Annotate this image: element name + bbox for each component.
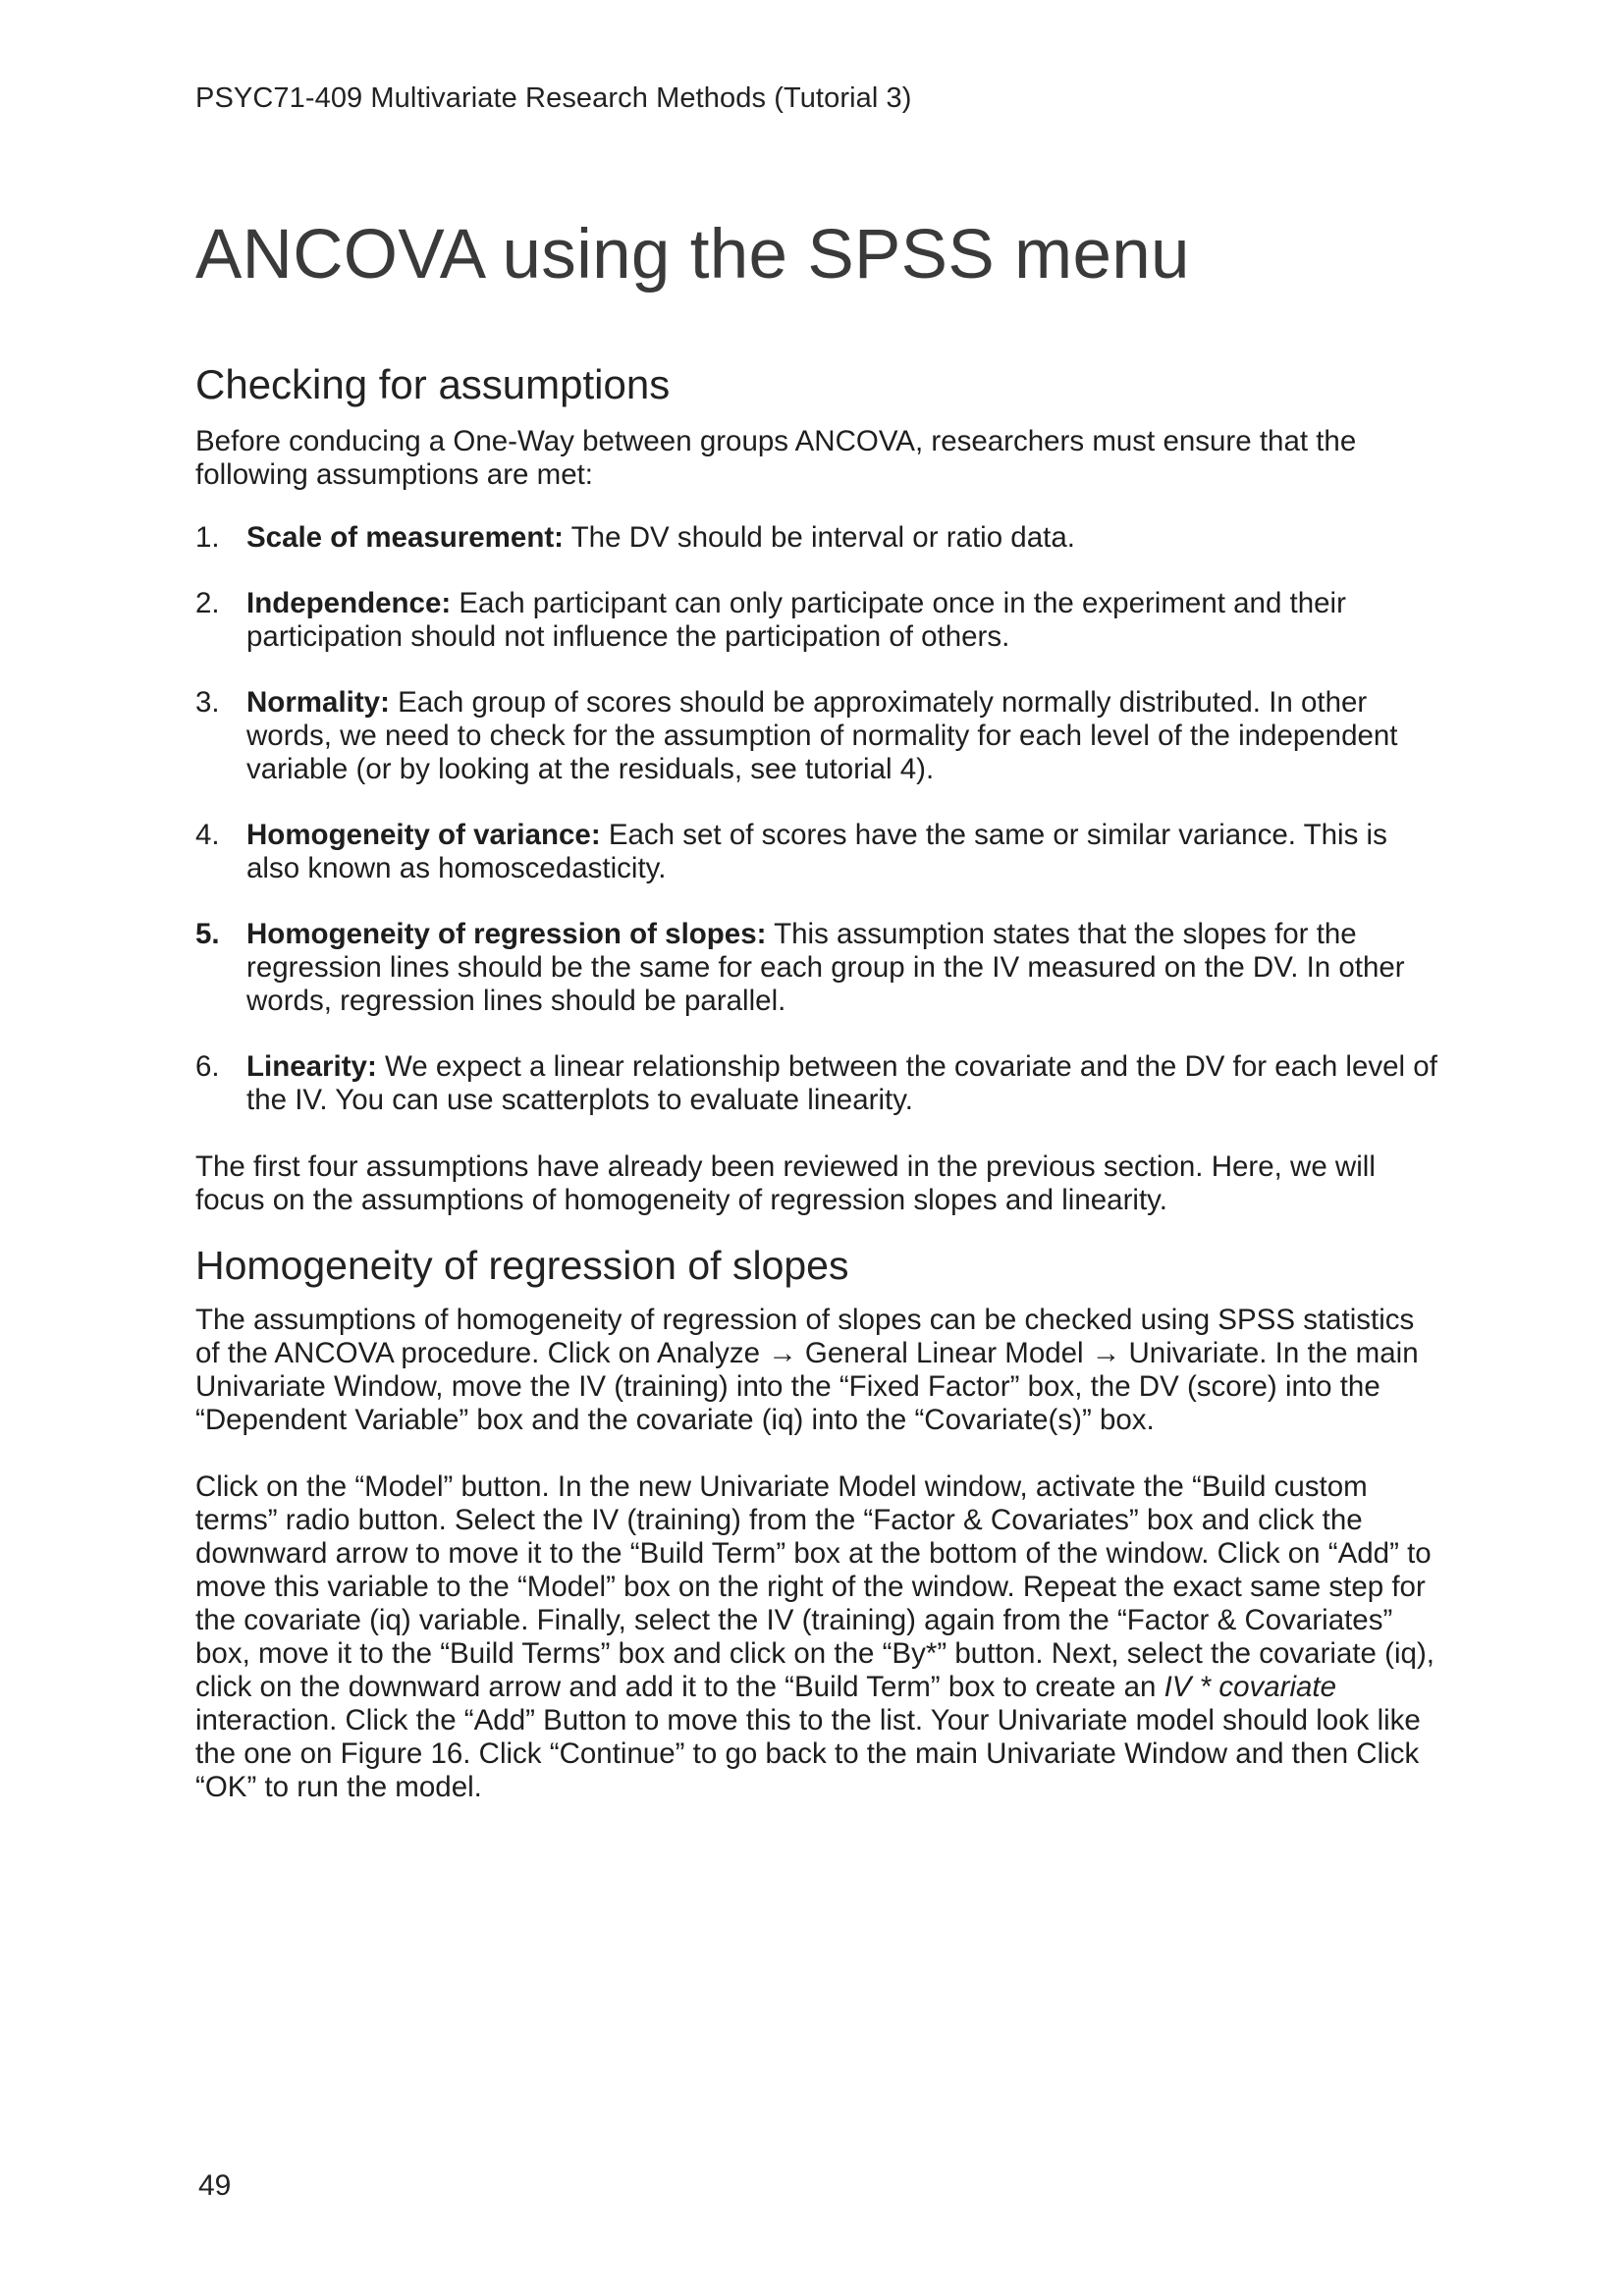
- section-heading-slopes: Homogeneity of regression of slopes: [195, 1243, 849, 1288]
- paragraph-text: Click on the “Model” button. In the new Univariate Model window, activate the “Build custom terms” radio button. Select the IV (training) from the “Factor & Covariates” box and click the downward arrow to move it to the “Build Term” box at the bottom of the window. Click on “Add” to move this variable to the “Model” box on the right of the window. Repeat the exact same step for the covariate (iq) variable. Finally, select the IV (training) again from the “Factor & Covariates” box, move it to the “Build Terms” box and click on the “By*” button. Next, select the covariate (iq), click on the downward arrow and add it to the “Build Term” box to create an: [195, 1470, 1434, 1703]
- page-number: 49: [198, 2169, 232, 2202]
- slopes-paragraph-2: [195, 1470, 1442, 1804]
- list-text: Each group of scores should be approximately normally distributed. In other words, we need to check for the assumption of normality for each level of the independent variable (or by looking at the residuals, see tutorial 4).: [246, 686, 1398, 785]
- list-term: Homogeneity of regression of slopes:: [246, 918, 767, 950]
- list-text: We expect a linear relationship between the covariate and the DV for each level of the IV. You can use scatterplots to evaluate linearity.: [246, 1050, 1437, 1116]
- list-term: Linearity:: [246, 1050, 377, 1083]
- list-item: [195, 587, 1442, 654]
- list-number: 6.: [195, 1050, 220, 1083]
- list-number: 3.: [195, 686, 220, 719]
- list-number: 4.: [195, 819, 220, 851]
- paragraph-text: interaction. Click the “Add” Button to move this to the list. Your Univariate model should look like the one on Figure 16. Click “Continue” to go back to the main Univariate Window and then Click “OK” to run the model.: [195, 1704, 1421, 1803]
- list-term: Independence:: [246, 587, 452, 619]
- list-item: [195, 686, 1442, 786]
- page-title: ANCOVA using the SPSS menu: [195, 216, 1190, 294]
- list-number: 2.: [195, 587, 220, 619]
- italic-term: IV * covariate: [1163, 1671, 1337, 1703]
- list-item: [195, 918, 1442, 1018]
- slopes-paragraph-1: The assumptions of homogeneity of regression of slopes can be checked using SPSS statistics of the ANCOVA procedure. Click on Analyze → General Linear Model → Univariate. In the main Univariate Window, move the IV (training) into the “Fixed Factor” box, the DV (score) into the “Dependent Variable” box and the covariate (iq) into the “Covariate(s)” box.: [195, 1304, 1419, 1436]
- main-content: [195, 211, 1442, 1804]
- intro-paragraph: Before conducing a One-Way between groups ANCOVA, researchers must ensure that the following assumptions are met:: [195, 425, 1357, 491]
- list-term: Homogeneity of variance:: [246, 819, 601, 851]
- list-number: 5.: [195, 918, 220, 950]
- running-header: PSYC71-409 Multivariate Research Methods (Tutorial 3): [195, 82, 912, 114]
- list-term: Normality:: [246, 686, 390, 719]
- assumptions-list: [195, 521, 1442, 1117]
- closing-paragraph: The first four assumptions have already been reviewed in the previous section. Here, we will focus on the assumptions of homogeneity of regression slopes and linearity.: [195, 1150, 1376, 1216]
- list-text: This assumption states that the slopes for the regression lines should be the same for each group in the IV measured on the DV. In other words, regression lines should be parallel.: [246, 918, 1405, 1017]
- list-text: Each set of scores have the same or similar variance. This is also known as homoscedasticity.: [246, 819, 1387, 884]
- list-term: Scale of measurement:: [246, 521, 564, 554]
- list-item: [195, 819, 1442, 885]
- list-number: 1.: [195, 521, 220, 554]
- section-heading-assumptions: Checking for assumptions: [195, 361, 671, 407]
- list-item: [195, 521, 1442, 555]
- list-text: The DV should be interval or ratio data.: [564, 521, 1075, 554]
- list-text: Each participant can only participate once in the experiment and their participation should not influence the participation of others.: [246, 587, 1346, 653]
- list-item: [195, 1050, 1442, 1117]
